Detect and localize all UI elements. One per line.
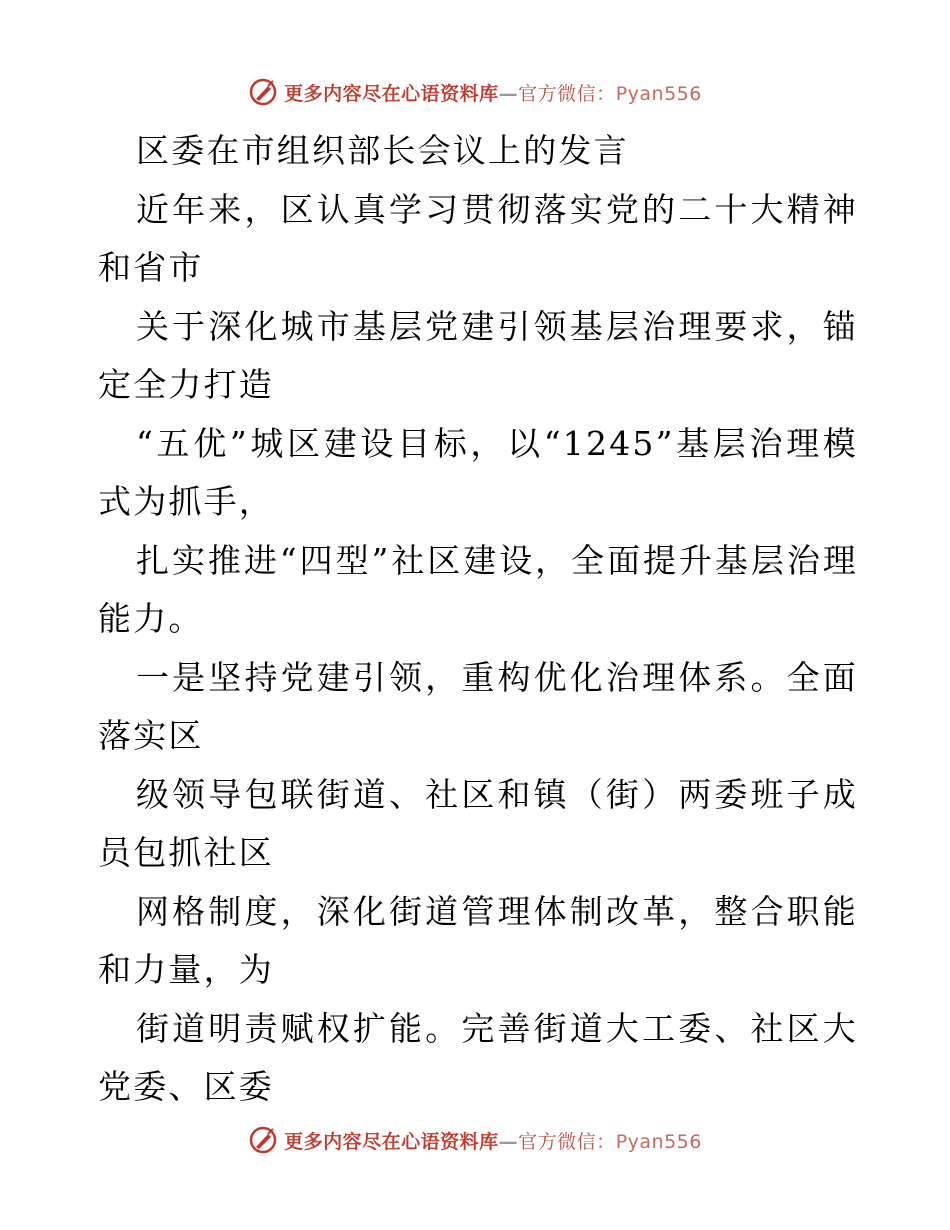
banner-tail-text: 官方微信： bbox=[518, 1130, 616, 1153]
banner-dash: — bbox=[498, 1130, 519, 1153]
banner-lead-text: 更多内容尽在心语资料库 bbox=[284, 82, 499, 105]
paragraph-6: 级领导包联街道、社区和镇（街）两委班子成员包抓社区 bbox=[98, 774, 858, 872]
banner-text bbox=[284, 79, 702, 106]
header-banner bbox=[0, 72, 950, 112]
banner-tail-text: 官方微信： bbox=[518, 82, 616, 105]
banner-wechat-id: Pyan556 bbox=[615, 1130, 702, 1153]
pen-circle-logo-icon bbox=[248, 77, 278, 107]
paragraph-2: 关于深化城市基层党建引领基层治理要求，锚定全力打造 bbox=[98, 306, 858, 404]
document-title: 区委在市组织部长会议上的发言 bbox=[136, 131, 629, 170]
paragraph-5: 一是坚持党建引领，重构优化治理体系。全面落实区 bbox=[98, 657, 858, 755]
paragraph-4: 扎实推进“四型”社区建设，全面提升基层治理能力。 bbox=[98, 540, 858, 638]
paragraph-3: “五优”城区建设目标，以“1245”基层治理模式为抓手， bbox=[98, 423, 858, 521]
pen-circle-logo-icon bbox=[248, 1125, 278, 1155]
document-body bbox=[98, 122, 858, 1117]
paragraph-7: 网格制度，深化街道管理体制改革，整合职能和力量，为 bbox=[98, 891, 858, 989]
banner-wechat-id: Pyan556 bbox=[615, 82, 702, 105]
paragraph-1: 近年来，区认真学习贯彻落实党的二十大精神和省市 bbox=[98, 189, 858, 287]
banner-dash: — bbox=[498, 82, 519, 105]
paragraph-8: 街道明责赋权扩能。完善街道大工委、社区大党委、区委 bbox=[98, 1008, 858, 1106]
banner-lead-text: 更多内容尽在心语资料库 bbox=[284, 1130, 499, 1153]
banner-text bbox=[284, 1127, 702, 1154]
footer-banner bbox=[0, 1120, 950, 1160]
